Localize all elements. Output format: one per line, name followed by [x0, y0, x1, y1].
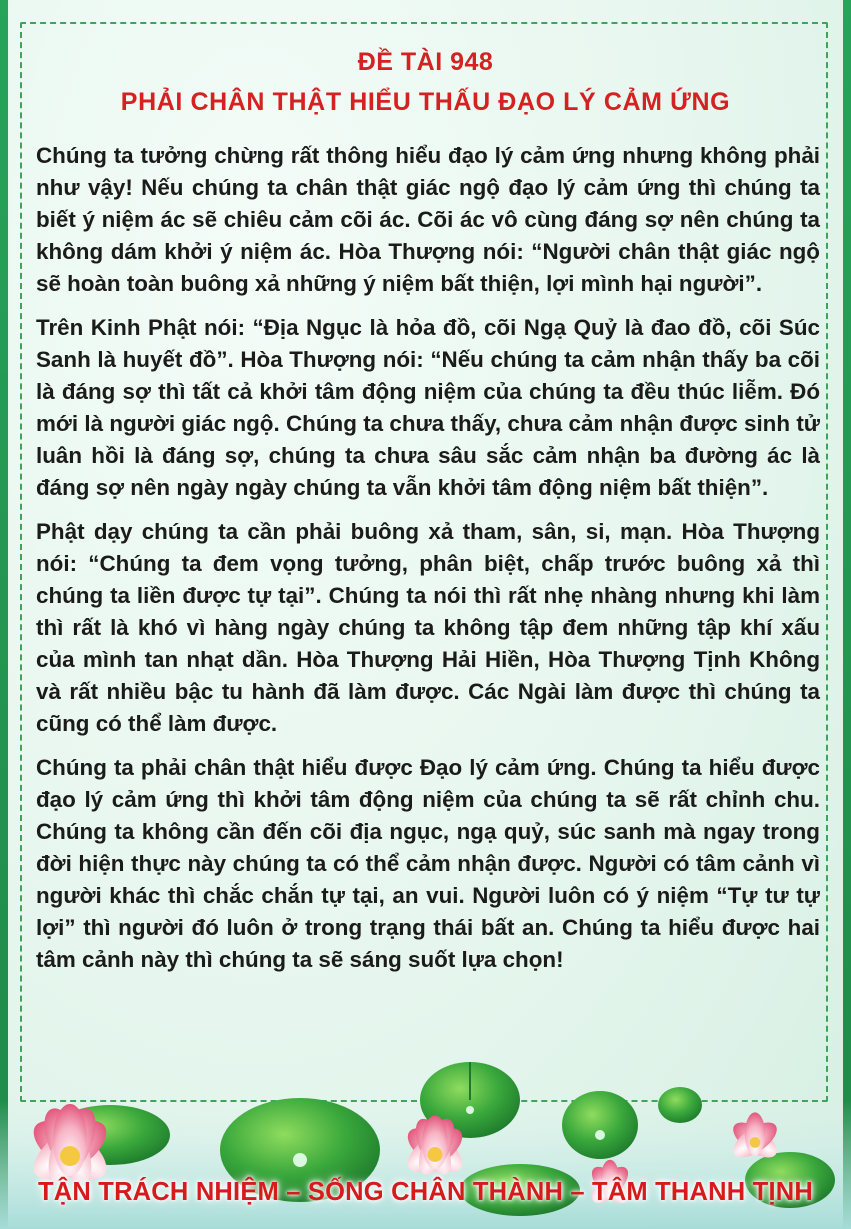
page-title: PHẢI CHÂN THẬT HIỂU THẤU ĐẠO LÝ CẢM ỨNG	[120, 88, 731, 116]
paragraph: Chúng ta tưởng chừng rất thông hiểu đạo lý cảm ứng nhưng không phải như vậy! Nếu chúng ta chân thật giác ngộ đạo lý cảm ứng thì chúng ta biết ý niệm ác sẽ chiêu cảm cõi ác. Cõi ác vô cùng đáng sợ nên chúng ta không dám khởi ý niệm ác. Hòa Thượng nói: “Người chân thật giác ngộ sẽ hoàn toàn buông xả những ý niệm bất thiện, lợi mình hại người”.	[36, 143, 820, 296]
paragraph: Trên Kinh Phật nói: “Địa Ngục là hỏa đồ, cõi Ngạ Quỷ là đao đồ, cõi Súc Sanh là huyết đồ”. Hòa Thượng nói: “Nếu chúng ta cảm nhận thấy ba cõi là đáng sợ thì tất cả khởi tâm động niệm của chúng ta đều thúc liễm. Đó mới là người giác ngộ. Chúng ta chưa thấy, chưa cảm nhận được sinh tử luân hồi là đáng sợ, chúng ta chưa sâu sắc cảm nhận ba đường ác là đáng sợ nên ngày ngày chúng ta vẫn khởi tâm động niệm bất thiện”.	[36, 315, 820, 500]
paragraph: Chúng ta phải chân thật hiểu được Đạo lý cảm ứng. Chúng ta hiểu được đạo lý cảm ứng thì khởi tâm động niệm của chúng ta sẽ rất chỉnh chu. Chúng ta không cần đến cõi địa ngục, ngạ quỷ, súc sanh mà ngay trong đời hiện thực này chúng ta có thể cảm nhận được. Người có tâm cảnh vì người khác thì chắc chắn tự tại, an vui. Người luôn có ý niệm “Tự tư tự lợi” thì người đó luôn ở trong trạng thái bất an. Chúng ta hiểu được hai tâm cảnh này thì chúng ta sẽ sáng suốt lựa chọn!	[36, 755, 820, 972]
footer-slogan: TẬN TRÁCH NHIỆM – SỐNG CHÂN THÀNH – TÂM THANH TỊNH	[38, 1178, 813, 1206]
paragraph: Phật dạy chúng ta cần phải buông xả tham, sân, si, mạn. Hòa Thượng nói: “Chúng ta đem vọng tưởng, phân biệt, chấp trước buông xả thì chúng ta liền được tự tại”. Chúng ta nói thì rất nhẹ nhàng nhưng khi làm thì rất là khó vì hàng ngày chúng ta không tập đem những tập khí xấu của mình tan nhạt dần. Hòa Thượng Hải Hiền, Hòa Thượng Tịnh Không và rất nhiều bậc tu hành đã làm được. Các Ngài làm được thì chúng ta cũng có thể làm được.	[36, 519, 820, 736]
topic-number: ĐỀ TÀI 948	[357, 48, 494, 76]
article-body	[36, 140, 820, 988]
